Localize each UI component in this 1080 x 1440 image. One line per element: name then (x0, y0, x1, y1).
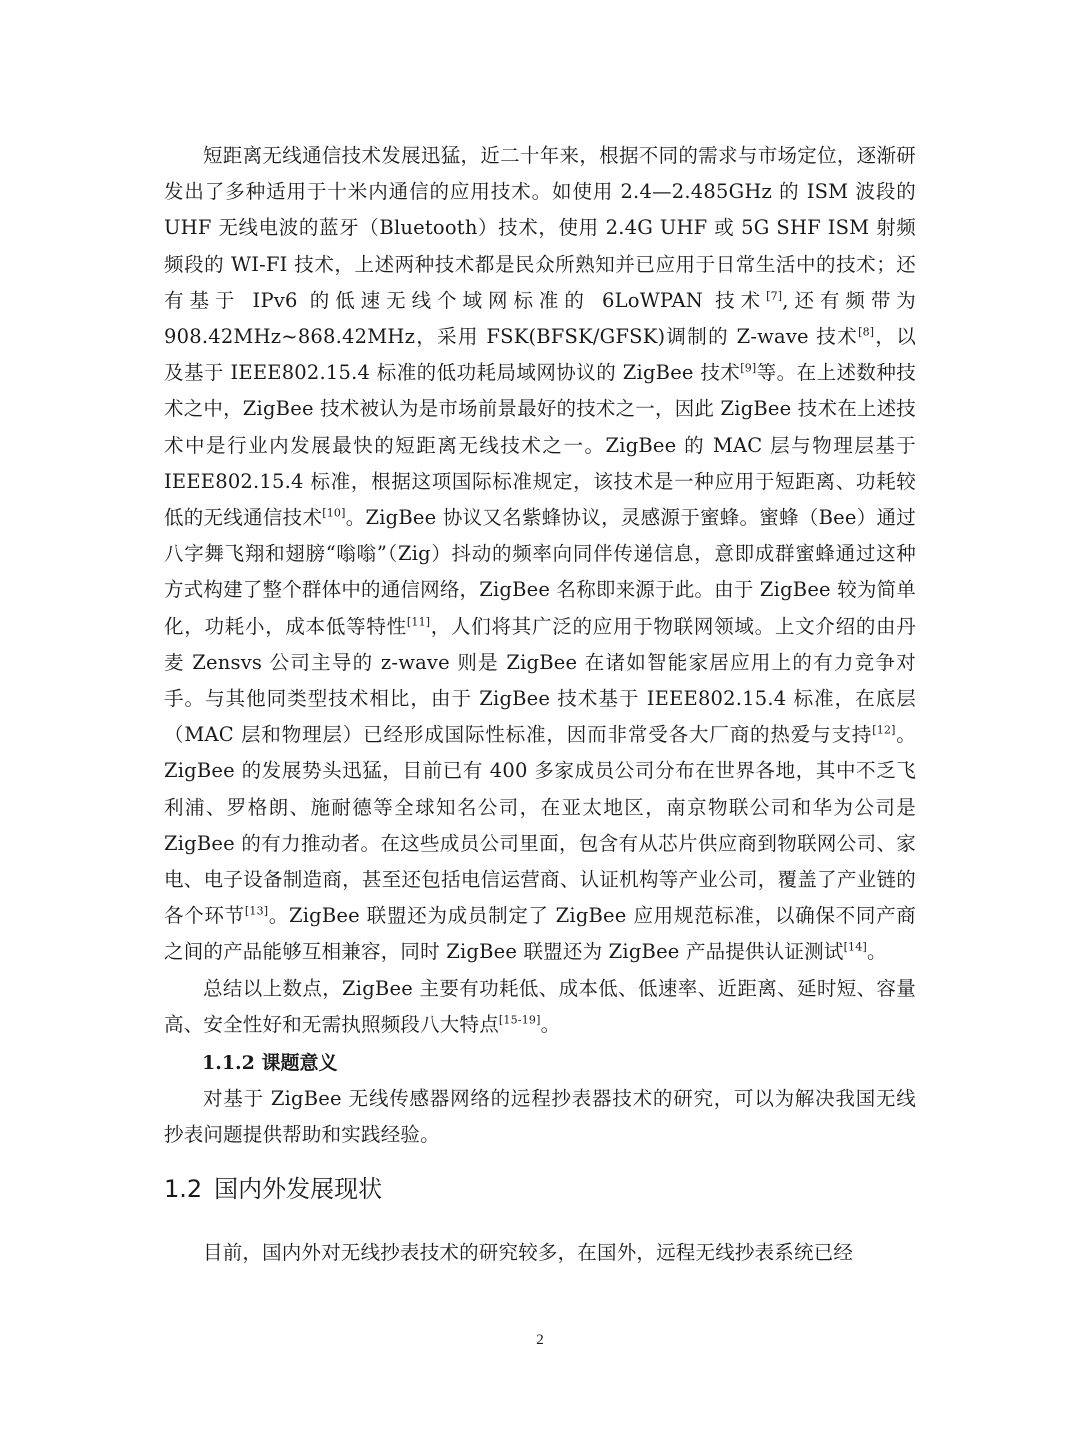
document-page (164, 138, 916, 1272)
citation-ref: [8] (858, 325, 875, 339)
text-segment: 。ZigBee 协议又名紫蜂协议，灵感源于蜜蜂。蜜蜂（Bee）通过八字舞飞翔和翅膀“嗡嗡”（Zig）抖动的频率向同伴传递信息，意即成群蜜蜂通过这种方式构建了整个群体中的通信网络，ZigBee 名称即来源于此。由于 ZigBee 较为简单化，功耗小，成本低等特性 (164, 506, 916, 638)
citation-ref: [12] (872, 723, 896, 737)
text-segment: ，人们将其广泛的应用于物联网领域。上文介绍的由丹麦 Zensvs 公司主导的 z-wave 则是 ZigBee 在诸如智能家居应用上的有力竞争对手。与其他同类型技术相比，由于 ZigBee 技术基于 IEEE802.15.4 标准，在底层（MAC 层和物理层）已经形成国际性标准，因而非常受各大厂商的热爱与支持 (164, 614, 916, 747)
text-segment: 。 (866, 940, 887, 964)
text-segment: 。 (540, 1012, 561, 1036)
paragraph-current-status: 目前，国内外对无线抄表技术的研究较多，在国外，远程无线抄表系统已经 (203, 1241, 854, 1265)
text-segment: 等。在上述数种技术之中，ZigBee 技术被认为是市场前景最好的技术之一，因此 ZigBee 技术在上述技术中是行业内发展最快的短距离无线技术之一。ZigBee 的 MAC 层与物理层基于 IEEE802.15.4 标准，根据这项国际标准规定，该技术是一种应用于短距离、功耗较低的无线通信技术 (164, 361, 917, 530)
page-number: 2 (536, 1332, 544, 1348)
paragraph-zigbee-summary (164, 971, 916, 1043)
paragraph-significance: 对基于 ZigBee 无线传感器网络的远程抄表器技术的研究，可以为解决我国无线抄表问题提供帮助和实践经验。 (164, 1087, 916, 1147)
section-number: 1.2 (164, 1175, 203, 1204)
citation-ref: [9] (740, 361, 757, 375)
paragraph-zigbee-overview (164, 138, 916, 971)
citation-ref: [10] (322, 506, 346, 520)
text-segment: ,还有频带为 908.42MHz~868.42MHz，采用 FSK(BFSK/GFSK)调制的 Z-wave 技术 (164, 288, 916, 349)
citation-ref: [15-19] (498, 1013, 541, 1027)
text-segment: 总结以上数点，ZigBee 主要有功耗低、成本低、低速率、近距离、延时短、容量高、安全性好和无需执照频段八大特点 (164, 976, 916, 1036)
subsection-heading: 1.1.2 课题意义 (202, 1052, 338, 1075)
text-segment: 。ZigBee 联盟还为成员制定了 ZigBee 应用规范标准，以确保不同产商之间的产品能够互相兼容，同时 ZigBee 联盟还为 ZigBee 产品提供认证测试 (164, 904, 916, 964)
text-segment: 短距离无线通信技术发展迅猛，近二十年来，根据不同的需求与市场定位，逐渐研发出了多种适用于十米内通信的应用技术。如使用 2.4—2.485GHz 的 ISM 波段的 UHF 无线电波的蓝牙（Bluetooth）技术，使用 2.4G UHF 或 5G SHF ISM 射频频段的 WI-FI 技术，上述两种技术都是民众所熟知并已应用于日常生活中的技术；还有基于 IPv6 的低速无线个域网标准的 6LoWPAN 技术 (164, 144, 916, 312)
section-title: 国内外发展现状 (214, 1175, 383, 1204)
citation-ref: [11] (406, 614, 431, 628)
text-segment: 。ZigBee 的发展势头迅猛，目前已有 400 多家成员公司分布在世界各地，其中不乏飞利浦、罗格朗、施耐德等全球知名公司，在亚太地区，南京物联公司和华为公司是 ZigBee 的有力推动者。在这些成员公司里面，包含有从芯片供应商到物联网公司、家电、电子设备制造商，甚至还包括电信运营商、认证机构等产业公司，覆盖了产业链的各个环节 (164, 723, 917, 928)
section-heading (164, 1169, 916, 1209)
citation-ref: [14] (843, 940, 867, 954)
text-segment: ，以及基于 IEEE802.15.4 标准的低功耗局域网协议的 ZigBee 技术 (164, 325, 916, 385)
citation-ref: [7] (766, 289, 783, 303)
citation-ref: [13] (244, 904, 269, 918)
